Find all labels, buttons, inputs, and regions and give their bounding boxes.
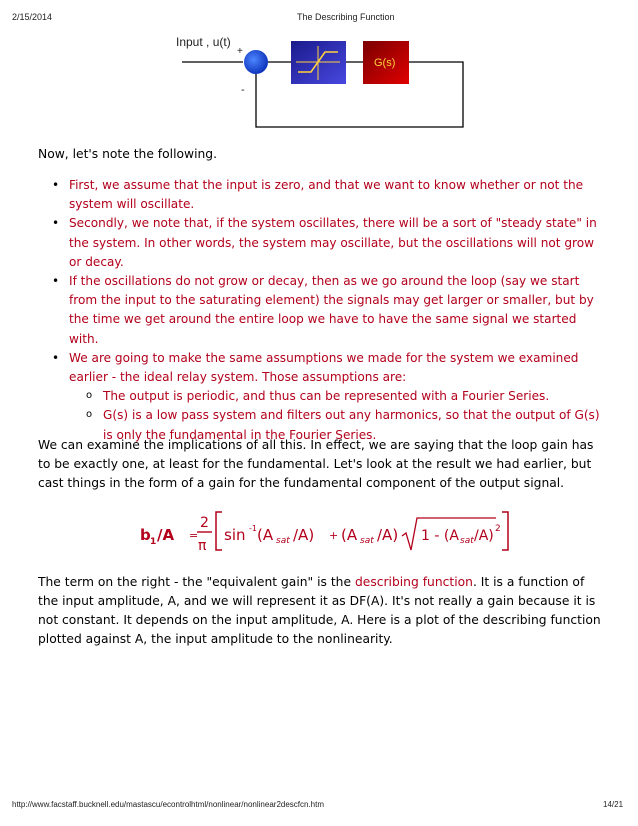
header-title: The Describing Function: [297, 12, 395, 22]
describing-function-formula: [140, 506, 520, 558]
footer-page-number: 14/21: [603, 800, 624, 809]
list-item: • First, we assume that the input is zero, and that we want to know whether or not the system will oscillate.: [52, 176, 608, 214]
svg-text:π: π: [198, 538, 207, 554]
list-item: • Secondly, we note that, if the system oscillates, there will be a sort of "steady state" in the system. In other words, the system may oscillate, but the oscillations will not grow or decay.: [52, 214, 608, 272]
svg-text:sat: sat: [276, 536, 290, 546]
block-diagram: [0, 0, 638, 140]
describing-function-paragraph: The term on the right - the "equivalent gain" is the describing function. It is a function of the input amplitude, A, and we will represent it as DF(A). It's not really a gain because it is not constant. It depends on the input amplitude, A. Here is a plot of the describing function plotted against A, the input amplitude to the nonlinearity.: [38, 575, 601, 646]
svg-text:sat: sat: [460, 536, 474, 546]
minus-sign: -: [241, 84, 245, 96]
input-label: Input , u(t): [176, 35, 231, 49]
intro-text: Now, let's note the following.: [38, 147, 217, 161]
footer-url: http://www.facstaff.bucknell.edu/mastascu/econtrolhtml/nonlinear/nonlinear2descfcn.htm: [12, 800, 325, 809]
header-date: 2/15/2014: [12, 12, 53, 22]
svg-text:1 - (A: 1 - (A: [421, 528, 459, 544]
list-item: • We are going to make the same assumptions we made for the system we examined earlier - the ideal relay system. Those assumptions are: o The output is periodic, and thus can be represented with a Fourier Series. o G(s) is a low pass system and filters out any harmonics, so that the output of G(s) is only the fundamental in the Fourier Series.: [52, 349, 608, 445]
svg-text:/A): /A): [377, 526, 399, 544]
svg-text:=: =: [189, 529, 199, 542]
sub-list-item: o The output is periodic, and thus can be represented with a Fourier Series.: [86, 387, 608, 406]
svg-text:+: +: [329, 529, 339, 542]
svg-text:(A: (A: [341, 526, 358, 544]
svg-text:2: 2: [200, 515, 209, 531]
loop-gain-paragraph: We can examine the implications of all this. In effect, we are saying that the loop gain has to be exactly one, at least for the fundamental. Let's look at the result we had earlier, but cast things in the form of a gain for the fundamental component of the output signal.: [38, 438, 594, 490]
plant-label: G(s): [374, 57, 396, 69]
svg-text:2: 2: [495, 524, 501, 534]
summing-junction: [244, 50, 268, 74]
svg-text:-1: -1: [249, 524, 257, 533]
svg-text:sat: sat: [360, 536, 374, 546]
plus-sign: +: [237, 46, 243, 57]
svg-text:sin: sin: [224, 526, 246, 544]
svg-text:b: b: [140, 526, 151, 544]
svg-text:/A): /A): [474, 528, 494, 544]
feedback-wire: [256, 62, 463, 127]
describing-function-link[interactable]: describing function: [354, 575, 473, 589]
svg-text:/A: /A: [157, 526, 175, 544]
list-item: • If the oscillations do not grow or decay, then as we go around the loop (say we start from the input to the saturating element) the signals may get larger or smaller, but by the time we get around the entire loop we have to have the same signal we started with.: [52, 272, 608, 349]
svg-text:/A): /A): [293, 526, 315, 544]
svg-text:(A: (A: [257, 526, 274, 544]
svg-text:1: 1: [150, 537, 157, 547]
assumption-list: [52, 176, 608, 445]
sub-list-item: o G(s) is a low pass system and filters out any harmonics, so that the output of G(s) is only the fundamental in the Fourier Series.: [86, 406, 608, 444]
